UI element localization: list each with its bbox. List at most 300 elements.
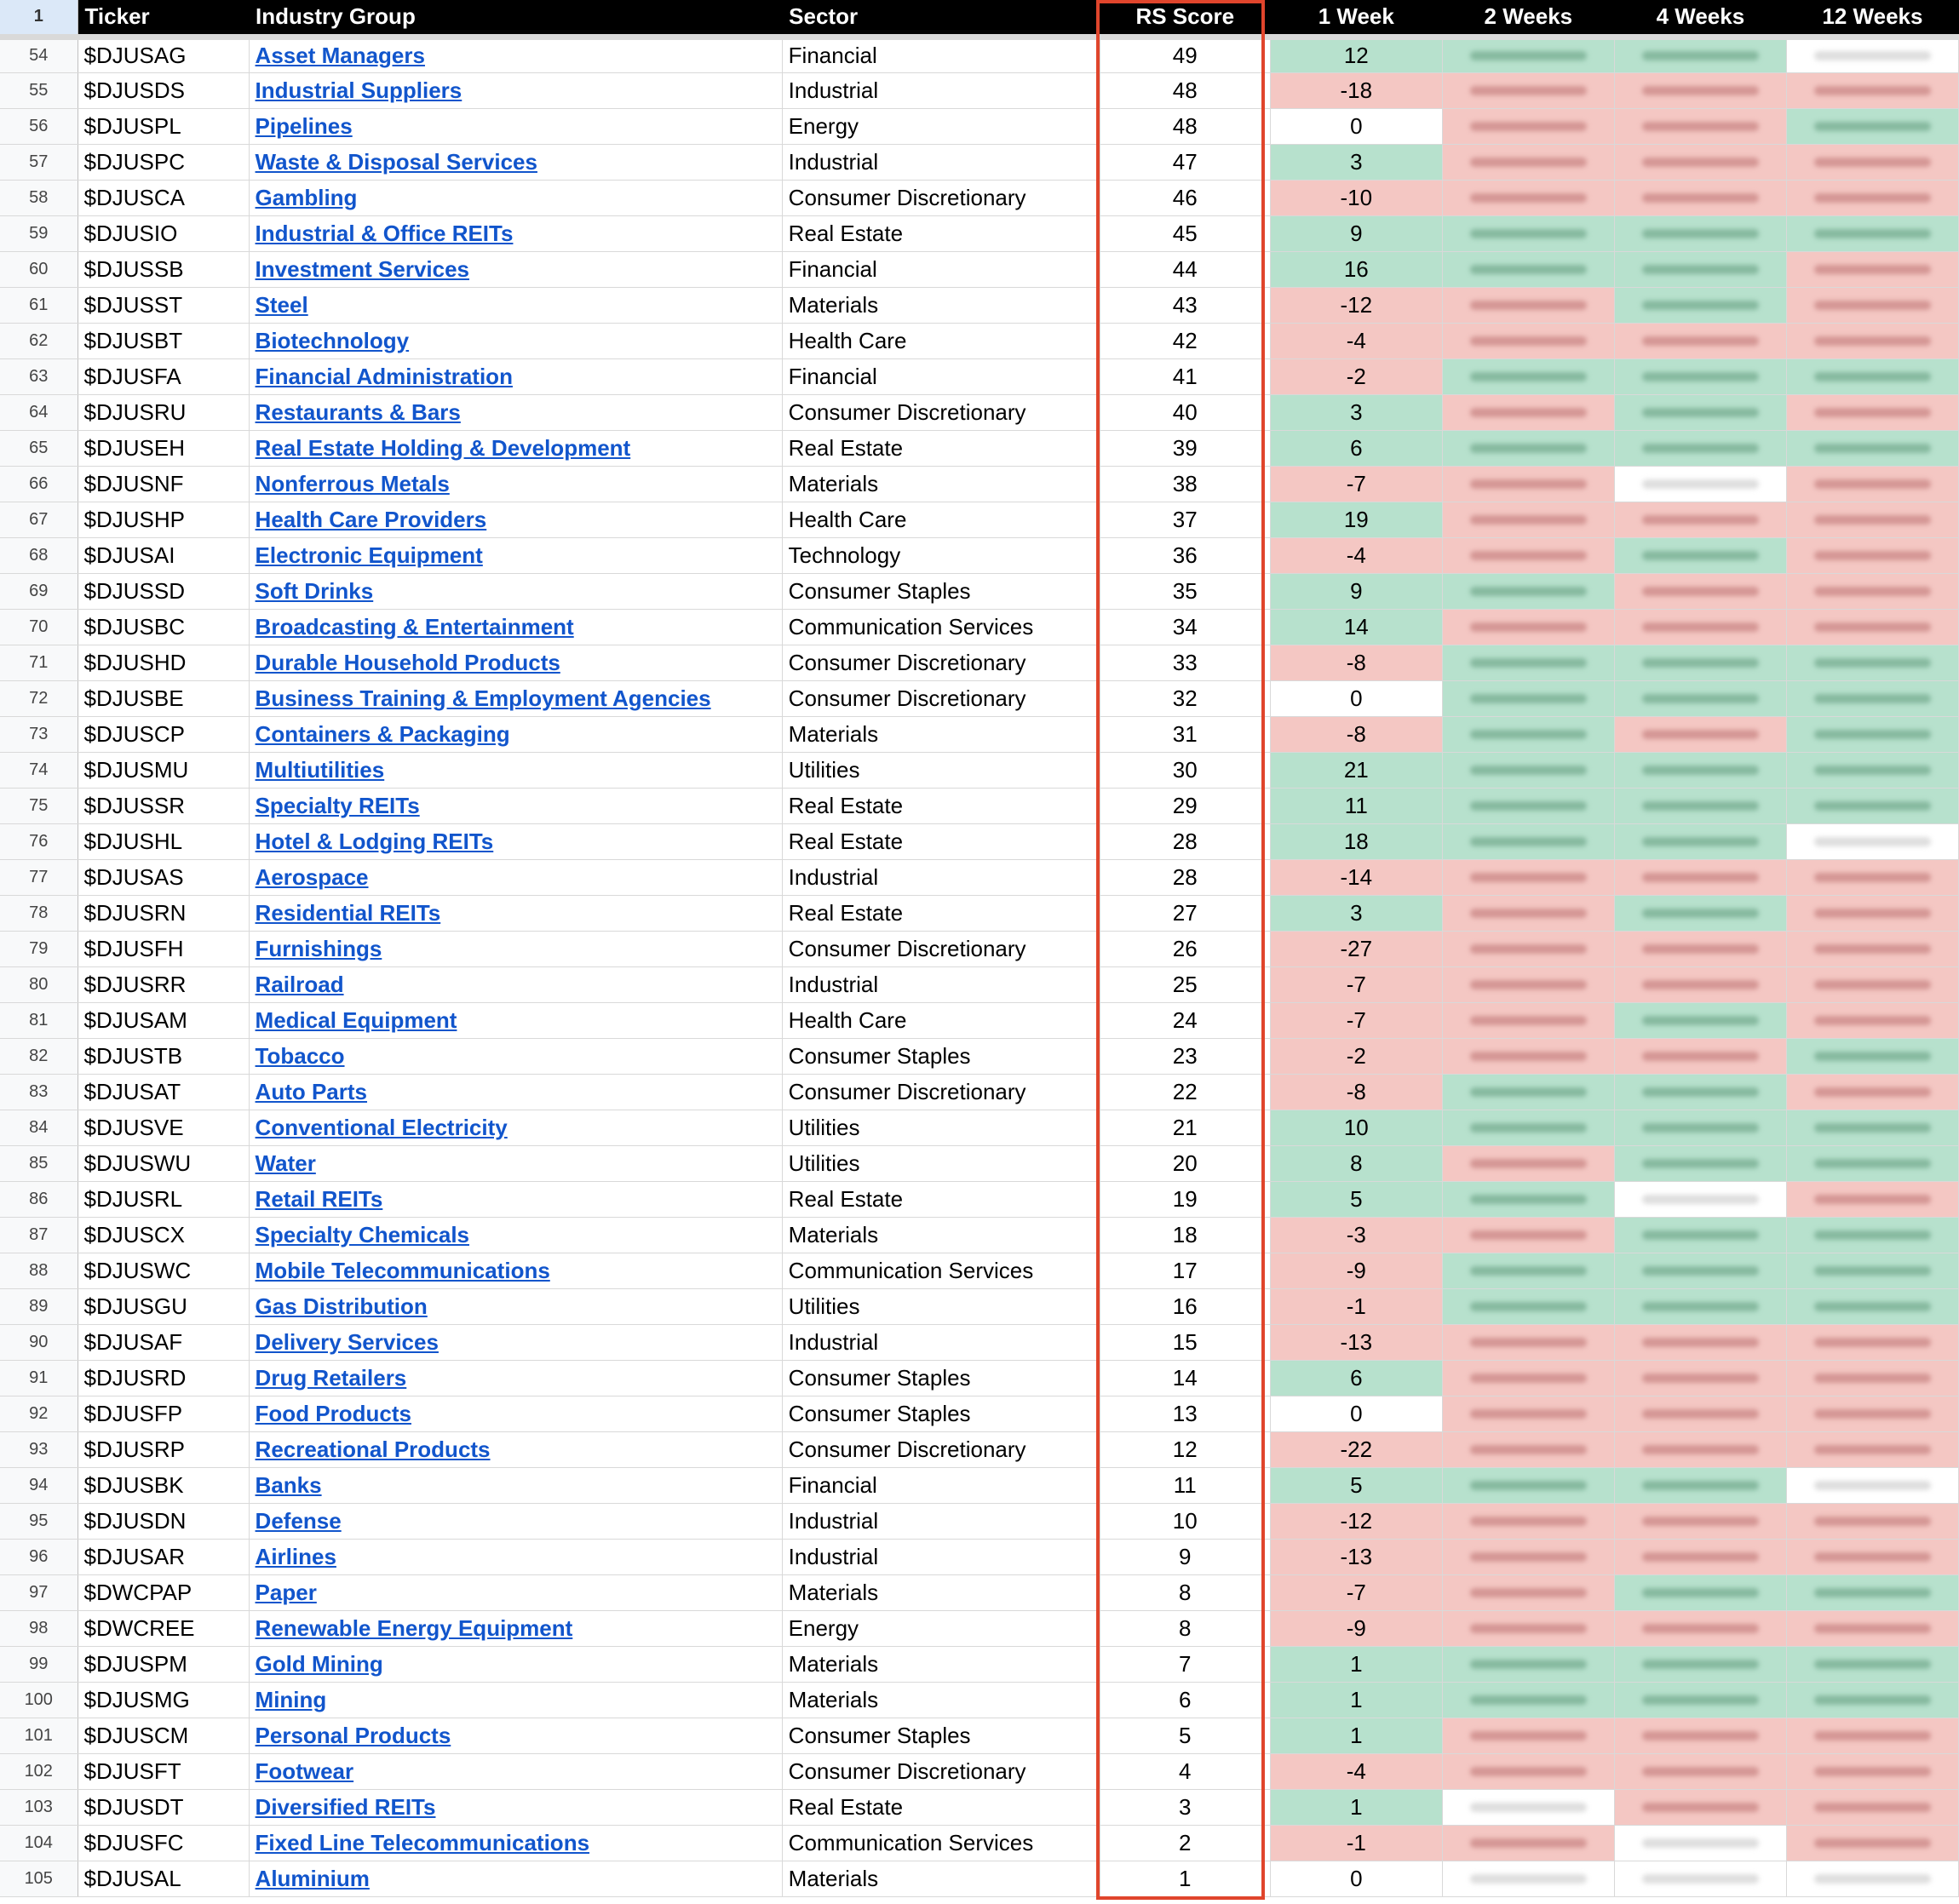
industry-group-link[interactable]: Water — [255, 1150, 316, 1176]
week4-change-cell-blurred[interactable] — [1614, 1360, 1786, 1396]
row-number[interactable]: 91 — [0, 1360, 78, 1396]
week2-change-cell-blurred[interactable] — [1442, 287, 1614, 323]
rs-score-cell[interactable]: 22 — [1100, 1074, 1270, 1110]
industry-group-cell[interactable] — [249, 1789, 782, 1825]
week2-change-cell-blurred[interactable] — [1442, 108, 1614, 144]
industry-group-link[interactable]: Waste & Disposal Services — [255, 148, 537, 175]
industry-group-column-header[interactable]: Industry Group — [249, 0, 782, 37]
week4-change-cell-blurred[interactable] — [1614, 108, 1786, 144]
week4-change-cell-blurred[interactable] — [1614, 1718, 1786, 1753]
row-number[interactable]: 89 — [0, 1288, 78, 1324]
week12-change-cell-blurred[interactable] — [1786, 1074, 1958, 1110]
week2-change-cell-blurred[interactable] — [1442, 716, 1614, 752]
industry-group-cell[interactable] — [249, 1217, 782, 1253]
industry-group-link[interactable]: Conventional Electricity — [255, 1114, 508, 1140]
week1-change-cell[interactable]: -12 — [1270, 1503, 1442, 1539]
industry-group-cell[interactable] — [249, 1360, 782, 1396]
industry-group-link[interactable]: Gas Distribution — [255, 1293, 428, 1319]
week4-change-cell-blurred[interactable] — [1614, 1753, 1786, 1789]
industry-group-link[interactable]: Recreational Products — [255, 1436, 491, 1462]
industry-group-cell[interactable] — [249, 1110, 782, 1145]
week1-change-cell[interactable]: 0 — [1270, 1861, 1442, 1896]
rs-score-cell[interactable]: 8 — [1100, 1574, 1270, 1610]
table-row[interactable] — [0, 72, 1959, 108]
week2-column-header[interactable]: 2 Weeks — [1442, 0, 1614, 37]
week4-change-cell-blurred[interactable] — [1614, 430, 1786, 466]
week12-change-cell-blurred[interactable] — [1786, 108, 1958, 144]
industry-group-link[interactable]: Specialty Chemicals — [255, 1221, 470, 1247]
rs-score-column-header[interactable]: RS Score — [1100, 0, 1270, 37]
week4-change-cell-blurred[interactable] — [1614, 859, 1786, 895]
industry-group-cell[interactable] — [249, 287, 782, 323]
industry-group-link[interactable]: Food Products — [255, 1400, 411, 1426]
industry-group-cell[interactable] — [249, 1467, 782, 1503]
ticker-cell[interactable]: $DJUSAS — [78, 859, 249, 895]
sector-cell[interactable]: Consumer Staples — [782, 1360, 1100, 1396]
row-number[interactable]: 105 — [0, 1861, 78, 1896]
row-number[interactable]: 95 — [0, 1503, 78, 1539]
rs-score-cell[interactable]: 10 — [1100, 1503, 1270, 1539]
week4-change-cell-blurred[interactable] — [1614, 1610, 1786, 1646]
table-row[interactable] — [0, 287, 1959, 323]
week12-change-cell-blurred[interactable] — [1786, 72, 1958, 108]
week12-change-cell-blurred[interactable] — [1786, 180, 1958, 215]
industry-group-cell[interactable] — [249, 931, 782, 966]
ticker-cell[interactable]: $DJUSFC — [78, 1825, 249, 1861]
week1-change-cell[interactable]: 8 — [1270, 1145, 1442, 1181]
week12-change-cell-blurred[interactable] — [1786, 752, 1958, 788]
table-row[interactable] — [0, 1360, 1959, 1396]
week4-change-cell-blurred[interactable] — [1614, 1646, 1786, 1682]
ticker-cell[interactable]: $DJUSFH — [78, 931, 249, 966]
sector-cell[interactable]: Real Estate — [782, 1181, 1100, 1217]
row-number[interactable]: 87 — [0, 1217, 78, 1253]
week4-change-cell-blurred[interactable] — [1614, 180, 1786, 215]
week4-change-cell-blurred[interactable] — [1614, 1503, 1786, 1539]
ticker-cell[interactable]: $DWCPAP — [78, 1574, 249, 1610]
ticker-cell[interactable]: $DJUSPL — [78, 108, 249, 144]
table-row[interactable] — [0, 645, 1959, 680]
week2-change-cell-blurred[interactable] — [1442, 1610, 1614, 1646]
rs-score-cell[interactable]: 36 — [1100, 537, 1270, 573]
week1-change-cell[interactable]: -10 — [1270, 180, 1442, 215]
industry-group-cell[interactable] — [249, 37, 782, 72]
row-number[interactable]: 67 — [0, 502, 78, 537]
row-number[interactable]: 57 — [0, 144, 78, 180]
sector-cell[interactable]: Industrial — [782, 859, 1100, 895]
industry-group-cell[interactable] — [249, 1431, 782, 1467]
row-number[interactable]: 81 — [0, 1002, 78, 1038]
week12-change-cell-blurred[interactable] — [1786, 466, 1958, 502]
table-row[interactable] — [0, 537, 1959, 573]
week12-change-cell-blurred[interactable] — [1786, 573, 1958, 609]
row-number[interactable]: 78 — [0, 895, 78, 931]
industry-group-link[interactable]: Defense — [255, 1507, 342, 1534]
sector-cell[interactable]: Technology — [782, 537, 1100, 573]
row-number[interactable]: 93 — [0, 1431, 78, 1467]
ticker-cell[interactable]: $DJUSDS — [78, 72, 249, 108]
week2-change-cell-blurred[interactable] — [1442, 573, 1614, 609]
sector-cell[interactable]: Materials — [782, 1217, 1100, 1253]
week2-change-cell-blurred[interactable] — [1442, 466, 1614, 502]
sector-cell[interactable]: Consumer Discretionary — [782, 645, 1100, 680]
rs-score-cell[interactable]: 32 — [1100, 680, 1270, 716]
ticker-cell[interactable]: $DJUSRN — [78, 895, 249, 931]
industry-group-cell[interactable] — [249, 215, 782, 251]
rs-score-cell[interactable]: 35 — [1100, 573, 1270, 609]
week4-change-cell-blurred[interactable] — [1614, 1539, 1786, 1574]
industry-group-link[interactable]: Steel — [255, 291, 308, 318]
week1-change-cell[interactable]: -8 — [1270, 1074, 1442, 1110]
industry-group-link[interactable]: Tobacco — [255, 1042, 345, 1069]
week12-change-cell-blurred[interactable] — [1786, 1181, 1958, 1217]
week1-change-cell[interactable]: -27 — [1270, 931, 1442, 966]
industry-group-cell[interactable] — [249, 680, 782, 716]
row-number[interactable]: 85 — [0, 1145, 78, 1181]
week1-change-cell[interactable]: 18 — [1270, 823, 1442, 859]
table-row[interactable] — [0, 466, 1959, 502]
ticker-cell[interactable]: $DJUSRP — [78, 1431, 249, 1467]
industry-group-cell[interactable] — [249, 1646, 782, 1682]
table-row[interactable] — [0, 1110, 1959, 1145]
week2-change-cell-blurred[interactable] — [1442, 1253, 1614, 1288]
row-number[interactable]: 76 — [0, 823, 78, 859]
week2-change-cell-blurred[interactable] — [1442, 358, 1614, 394]
row-number[interactable]: 94 — [0, 1467, 78, 1503]
rs-score-cell[interactable]: 27 — [1100, 895, 1270, 931]
week12-change-cell-blurred[interactable] — [1786, 1467, 1958, 1503]
ticker-cell[interactable]: $DJUSAF — [78, 1324, 249, 1360]
table-row[interactable] — [0, 1431, 1959, 1467]
week2-change-cell-blurred[interactable] — [1442, 1682, 1614, 1718]
week2-change-cell-blurred[interactable] — [1442, 680, 1614, 716]
week12-change-cell-blurred[interactable] — [1786, 1145, 1958, 1181]
industry-group-cell[interactable] — [249, 72, 782, 108]
industry-group-cell[interactable] — [249, 144, 782, 180]
ticker-cell[interactable]: $DJUSMU — [78, 752, 249, 788]
rs-score-cell[interactable]: 14 — [1100, 1360, 1270, 1396]
week12-change-cell-blurred[interactable] — [1786, 1682, 1958, 1718]
week1-column-header[interactable]: 1 Week — [1270, 0, 1442, 37]
industry-group-cell[interactable] — [249, 895, 782, 931]
sector-cell[interactable]: Communication Services — [782, 1253, 1100, 1288]
ticker-cell[interactable]: $DJUSAG — [78, 37, 249, 72]
row-number[interactable]: 79 — [0, 931, 78, 966]
week12-change-cell-blurred[interactable] — [1786, 37, 1958, 72]
industry-group-cell[interactable] — [249, 466, 782, 502]
rs-score-cell[interactable]: 12 — [1100, 1431, 1270, 1467]
industry-group-cell[interactable] — [249, 1253, 782, 1288]
ticker-cell[interactable]: $DJUSSB — [78, 251, 249, 287]
week1-change-cell[interactable]: 21 — [1270, 752, 1442, 788]
industry-group-cell[interactable] — [249, 1503, 782, 1539]
week12-change-cell-blurred[interactable] — [1786, 788, 1958, 823]
week2-change-cell-blurred[interactable] — [1442, 931, 1614, 966]
rs-score-cell[interactable]: 33 — [1100, 645, 1270, 680]
week12-change-cell-blurred[interactable] — [1786, 1431, 1958, 1467]
rs-score-cell[interactable]: 38 — [1100, 466, 1270, 502]
week4-change-cell-blurred[interactable] — [1614, 1253, 1786, 1288]
week12-change-cell-blurred[interactable] — [1786, 1539, 1958, 1574]
rs-score-cell[interactable]: 18 — [1100, 1217, 1270, 1253]
ticker-cell[interactable]: $DJUSIO — [78, 215, 249, 251]
table-row[interactable] — [0, 37, 1959, 72]
sector-cell[interactable]: Consumer Staples — [782, 1396, 1100, 1431]
table-row[interactable] — [0, 966, 1959, 1002]
industry-group-cell[interactable] — [249, 1038, 782, 1074]
week1-change-cell[interactable]: 9 — [1270, 573, 1442, 609]
table-row[interactable] — [0, 1753, 1959, 1789]
row-number[interactable]: 86 — [0, 1181, 78, 1217]
week1-change-cell[interactable]: -13 — [1270, 1324, 1442, 1360]
row-number[interactable]: 83 — [0, 1074, 78, 1110]
industry-group-cell[interactable] — [249, 1539, 782, 1574]
week12-change-cell-blurred[interactable] — [1786, 1002, 1958, 1038]
ticker-cell[interactable]: $DJUSCA — [78, 180, 249, 215]
table-row[interactable] — [0, 1002, 1959, 1038]
rs-score-cell[interactable]: 31 — [1100, 716, 1270, 752]
industry-group-link[interactable]: Drug Retailers — [255, 1364, 407, 1391]
industry-group-link[interactable]: Airlines — [255, 1543, 336, 1569]
industry-group-link[interactable]: Industrial Suppliers — [255, 77, 462, 103]
ticker-cell[interactable]: $DJUSAL — [78, 1861, 249, 1896]
week2-change-cell-blurred[interactable] — [1442, 1646, 1614, 1682]
industry-group-cell[interactable] — [249, 1002, 782, 1038]
sector-cell[interactable]: Materials — [782, 466, 1100, 502]
row-number[interactable]: 68 — [0, 537, 78, 573]
sector-cell[interactable]: Real Estate — [782, 1789, 1100, 1825]
week1-change-cell[interactable]: 6 — [1270, 430, 1442, 466]
row-number[interactable]: 55 — [0, 72, 78, 108]
week1-change-cell[interactable]: -8 — [1270, 716, 1442, 752]
week1-change-cell[interactable]: 19 — [1270, 502, 1442, 537]
table-row[interactable] — [0, 215, 1959, 251]
rs-score-cell[interactable]: 44 — [1100, 251, 1270, 287]
sector-cell[interactable]: Real Estate — [782, 823, 1100, 859]
ticker-cell[interactable]: $DJUSBC — [78, 609, 249, 645]
week2-change-cell-blurred[interactable] — [1442, 1503, 1614, 1539]
industry-group-cell[interactable] — [249, 645, 782, 680]
industry-group-link[interactable]: Biotechnology — [255, 327, 410, 353]
table-row[interactable] — [0, 1145, 1959, 1181]
week4-change-cell-blurred[interactable] — [1614, 1789, 1786, 1825]
week1-change-cell[interactable]: 6 — [1270, 1360, 1442, 1396]
week2-change-cell-blurred[interactable] — [1442, 788, 1614, 823]
week2-change-cell-blurred[interactable] — [1442, 323, 1614, 358]
row-number[interactable]: 103 — [0, 1789, 78, 1825]
rs-score-cell[interactable]: 19 — [1100, 1181, 1270, 1217]
week2-change-cell-blurred[interactable] — [1442, 1825, 1614, 1861]
week12-change-cell-blurred[interactable] — [1786, 1038, 1958, 1074]
sector-cell[interactable]: Utilities — [782, 1145, 1100, 1181]
week4-change-cell-blurred[interactable] — [1614, 680, 1786, 716]
week1-change-cell[interactable]: 16 — [1270, 251, 1442, 287]
table-row[interactable] — [0, 931, 1959, 966]
table-row[interactable] — [0, 1646, 1959, 1682]
industry-group-link[interactable]: Financial Administration — [255, 363, 513, 389]
week1-change-cell[interactable]: 1 — [1270, 1682, 1442, 1718]
week4-change-cell-blurred[interactable] — [1614, 1574, 1786, 1610]
ticker-cell[interactable]: $DJUSCM — [78, 1718, 249, 1753]
week2-change-cell-blurred[interactable] — [1442, 430, 1614, 466]
week2-change-cell-blurred[interactable] — [1442, 1718, 1614, 1753]
ticker-cell[interactable]: $DWCREE — [78, 1610, 249, 1646]
industry-group-link[interactable]: Aerospace — [255, 863, 369, 890]
week12-change-cell-blurred[interactable] — [1786, 823, 1958, 859]
week1-change-cell[interactable]: 1 — [1270, 1789, 1442, 1825]
week4-change-cell-blurred[interactable] — [1614, 1038, 1786, 1074]
row-number-header[interactable]: 1 — [0, 0, 78, 37]
week4-change-cell-blurred[interactable] — [1614, 537, 1786, 573]
week2-change-cell-blurred[interactable] — [1442, 609, 1614, 645]
table-row[interactable] — [0, 502, 1959, 537]
rs-score-cell[interactable]: 39 — [1100, 430, 1270, 466]
week1-change-cell[interactable]: -8 — [1270, 645, 1442, 680]
week2-change-cell-blurred[interactable] — [1442, 1145, 1614, 1181]
week4-change-cell-blurred[interactable] — [1614, 931, 1786, 966]
sector-cell[interactable]: Real Estate — [782, 430, 1100, 466]
week4-change-cell-blurred[interactable] — [1614, 609, 1786, 645]
industry-group-cell[interactable] — [249, 573, 782, 609]
rs-score-cell[interactable]: 13 — [1100, 1396, 1270, 1431]
ticker-cell[interactable]: $DJUSRL — [78, 1181, 249, 1217]
rs-score-cell[interactable]: 9 — [1100, 1539, 1270, 1574]
row-number[interactable]: 77 — [0, 859, 78, 895]
industry-group-link[interactable]: Footwear — [255, 1758, 354, 1784]
week1-change-cell[interactable]: -1 — [1270, 1288, 1442, 1324]
table-row[interactable] — [0, 573, 1959, 609]
table-row[interactable] — [0, 1789, 1959, 1825]
industry-group-link[interactable]: Railroad — [255, 971, 344, 997]
industry-group-cell[interactable] — [249, 1718, 782, 1753]
sector-cell[interactable]: Consumer Discretionary — [782, 180, 1100, 215]
rs-score-cell[interactable]: 15 — [1100, 1324, 1270, 1360]
week4-change-cell-blurred[interactable] — [1614, 1002, 1786, 1038]
sector-cell[interactable]: Communication Services — [782, 1825, 1100, 1861]
week4-change-cell-blurred[interactable] — [1614, 251, 1786, 287]
sector-cell[interactable]: Consumer Discretionary — [782, 394, 1100, 430]
rs-score-cell[interactable]: 24 — [1100, 1002, 1270, 1038]
industry-group-link[interactable]: Mining — [255, 1686, 327, 1712]
table-row[interactable] — [0, 609, 1959, 645]
week1-change-cell[interactable]: -14 — [1270, 859, 1442, 895]
table-row[interactable] — [0, 1682, 1959, 1718]
rs-score-cell[interactable]: 2 — [1100, 1825, 1270, 1861]
rs-score-cell[interactable]: 1 — [1100, 1861, 1270, 1896]
industry-group-cell[interactable] — [249, 1861, 782, 1896]
week4-change-cell-blurred[interactable] — [1614, 1145, 1786, 1181]
table-row[interactable] — [0, 430, 1959, 466]
week1-change-cell[interactable]: -22 — [1270, 1431, 1442, 1467]
week2-change-cell-blurred[interactable] — [1442, 1789, 1614, 1825]
rs-score-cell[interactable]: 49 — [1100, 37, 1270, 72]
industry-group-link[interactable]: Medical Equipment — [255, 1006, 457, 1033]
industry-group-link[interactable]: Hotel & Lodging REITs — [255, 828, 494, 854]
industry-group-link[interactable]: Nonferrous Metals — [255, 470, 450, 496]
sector-cell[interactable]: Communication Services — [782, 609, 1100, 645]
sector-cell[interactable]: Utilities — [782, 1288, 1100, 1324]
industry-group-cell[interactable] — [249, 180, 782, 215]
row-number[interactable]: 60 — [0, 251, 78, 287]
week12-change-cell-blurred[interactable] — [1786, 859, 1958, 895]
week1-change-cell[interactable]: 0 — [1270, 680, 1442, 716]
week12-change-cell-blurred[interactable] — [1786, 1360, 1958, 1396]
week12-change-cell-blurred[interactable] — [1786, 1789, 1958, 1825]
week2-change-cell-blurred[interactable] — [1442, 1038, 1614, 1074]
ticker-cell[interactable]: $DJUSHD — [78, 645, 249, 680]
row-number[interactable]: 71 — [0, 645, 78, 680]
week2-change-cell-blurred[interactable] — [1442, 823, 1614, 859]
sector-cell[interactable]: Consumer Discretionary — [782, 1753, 1100, 1789]
table-row[interactable] — [0, 1217, 1959, 1253]
industry-group-link[interactable]: Delivery Services — [255, 1328, 439, 1355]
row-number[interactable]: 69 — [0, 573, 78, 609]
industry-group-cell[interactable] — [249, 1288, 782, 1324]
row-number[interactable]: 84 — [0, 1110, 78, 1145]
row-number[interactable]: 59 — [0, 215, 78, 251]
week12-change-cell-blurred[interactable] — [1786, 1753, 1958, 1789]
table-row[interactable] — [0, 1718, 1959, 1753]
ticker-cell[interactable]: $DJUSAR — [78, 1539, 249, 1574]
week12-change-cell-blurred[interactable] — [1786, 1253, 1958, 1288]
week12-change-cell-blurred[interactable] — [1786, 895, 1958, 931]
table-row[interactable] — [0, 1610, 1959, 1646]
sector-cell[interactable]: Energy — [782, 1610, 1100, 1646]
rs-score-cell[interactable]: 34 — [1100, 609, 1270, 645]
week12-change-cell-blurred[interactable] — [1786, 1503, 1958, 1539]
week12-change-cell-blurred[interactable] — [1786, 537, 1958, 573]
row-number[interactable]: 66 — [0, 466, 78, 502]
week12-change-cell-blurred[interactable] — [1786, 1574, 1958, 1610]
week2-change-cell-blurred[interactable] — [1442, 1217, 1614, 1253]
row-number[interactable]: 80 — [0, 966, 78, 1002]
rs-score-cell[interactable]: 20 — [1100, 1145, 1270, 1181]
industry-group-link[interactable]: Specialty REITs — [255, 792, 420, 818]
industry-group-link[interactable]: Retail REITs — [255, 1185, 383, 1212]
table-row[interactable] — [0, 394, 1959, 430]
week1-change-cell[interactable]: -4 — [1270, 537, 1442, 573]
rs-score-cell[interactable]: 43 — [1100, 287, 1270, 323]
rs-score-cell[interactable]: 41 — [1100, 358, 1270, 394]
sector-column-header[interactable]: Sector — [782, 0, 1100, 37]
week12-change-cell-blurred[interactable] — [1786, 716, 1958, 752]
sector-cell[interactable]: Industrial — [782, 72, 1100, 108]
industry-group-link[interactable]: Paper — [255, 1579, 317, 1605]
week12-change-cell-blurred[interactable] — [1786, 144, 1958, 180]
week1-change-cell[interactable]: -12 — [1270, 287, 1442, 323]
table-row[interactable] — [0, 1074, 1959, 1110]
week2-change-cell-blurred[interactable] — [1442, 215, 1614, 251]
week12-change-cell-blurred[interactable] — [1786, 1718, 1958, 1753]
week1-change-cell[interactable]: -9 — [1270, 1610, 1442, 1646]
industry-group-cell[interactable] — [249, 358, 782, 394]
industry-group-link[interactable]: Durable Household Products — [255, 649, 560, 675]
sector-cell[interactable]: Consumer Staples — [782, 1038, 1100, 1074]
week1-change-cell[interactable]: 1 — [1270, 1646, 1442, 1682]
week12-change-cell-blurred[interactable] — [1786, 1825, 1958, 1861]
industry-group-cell[interactable] — [249, 1074, 782, 1110]
row-number[interactable]: 56 — [0, 108, 78, 144]
week12-change-cell-blurred[interactable] — [1786, 323, 1958, 358]
rs-score-cell[interactable]: 5 — [1100, 1718, 1270, 1753]
industry-group-link[interactable]: Personal Products — [255, 1722, 451, 1748]
industry-group-cell[interactable] — [249, 1825, 782, 1861]
table-row[interactable] — [0, 323, 1959, 358]
week1-change-cell[interactable]: 3 — [1270, 394, 1442, 430]
week2-change-cell-blurred[interactable] — [1442, 72, 1614, 108]
table-row[interactable] — [0, 1396, 1959, 1431]
rs-score-cell[interactable]: 8 — [1100, 1610, 1270, 1646]
